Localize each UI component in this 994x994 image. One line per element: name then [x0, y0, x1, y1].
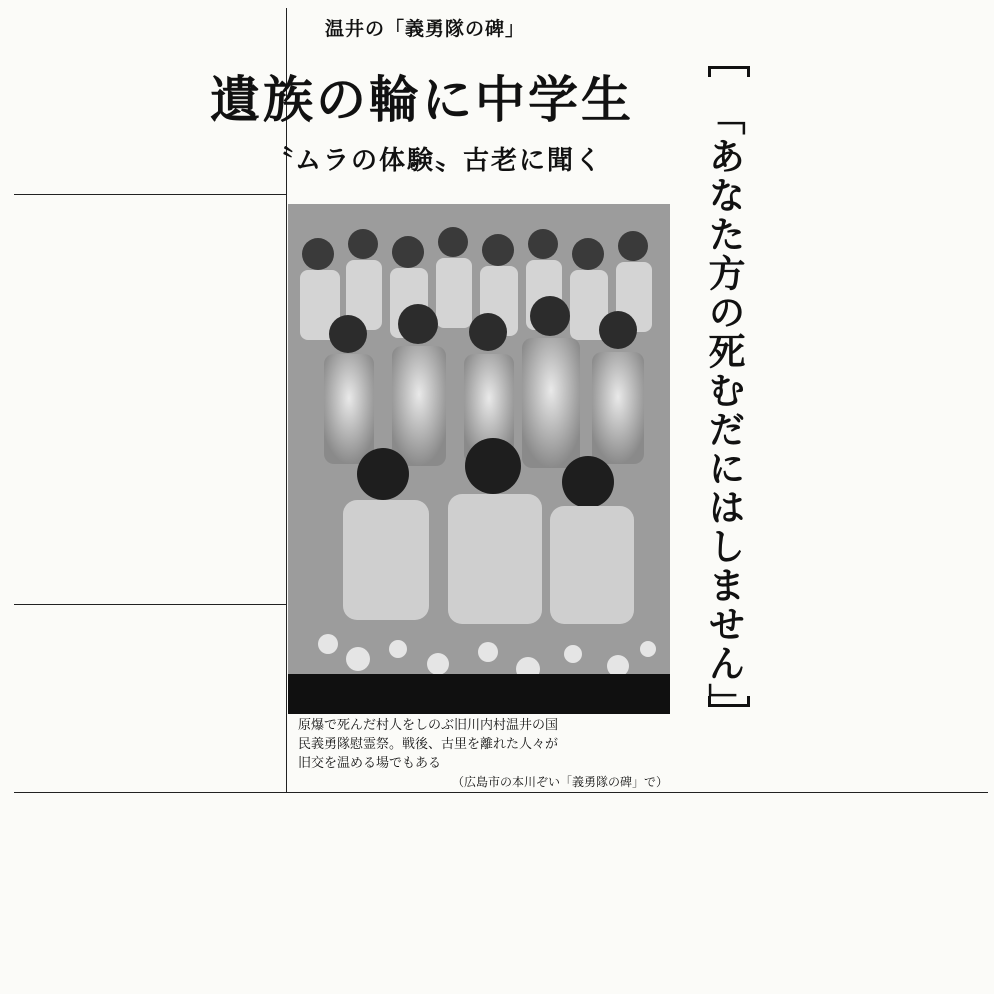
caption-line: 民義勇隊慰霊祭。戦後、古里を離れた人々が [298, 737, 559, 752]
tier-divider [14, 194, 286, 195]
tier-divider [14, 604, 286, 605]
photo-illustration [288, 204, 670, 714]
headline: 遺族の輪に中学生 [210, 71, 634, 129]
photo-credit: （広島市の本川ぞい「義勇隊の碑」で） [451, 775, 668, 789]
caption-line: 旧交を温める場でもある [298, 756, 442, 771]
caption-line: 原爆で死んだ村人をしのぶ旧川内村温井の国 [298, 718, 559, 733]
tier-divider [14, 792, 988, 793]
quote-bracket-top [708, 66, 750, 77]
photo-caption [298, 716, 668, 792]
memorial-crowd-photo [288, 204, 670, 714]
pull-quote: 「あなた方の死むだにはしません」 [702, 98, 745, 722]
kicker-title: 温井の「義勇隊の碑」 [324, 18, 525, 40]
subheadline: 〝ムラの体験〟古老に聞く [266, 146, 603, 176]
